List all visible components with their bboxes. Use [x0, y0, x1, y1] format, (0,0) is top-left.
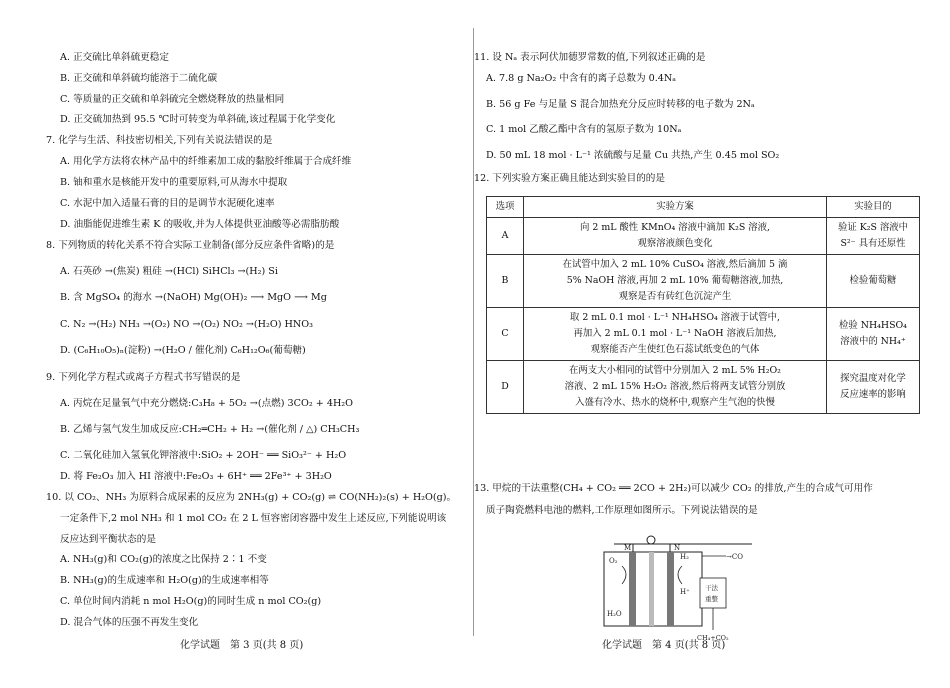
diagram-label: →CO — [726, 553, 743, 561]
plan-line: 观察能否产生使红色石蕊试纸变色的气体 — [590, 344, 760, 355]
q7-option-d: D. 油脂能促进维生素 K 的吸收,并为人体提供亚油酸等必需脂肪酸 — [60, 219, 340, 230]
left-page-footer: 化学试题 第 3 页(共 8 页) — [180, 640, 304, 651]
table-cell-option: B — [487, 255, 524, 308]
q13-stem-line2: 质子陶瓷燃料电池的燃料,工作原理如图所示。下列说法错误的是 — [486, 505, 758, 516]
q10-option-b: B. NH₃(g)的生成速率和 H₂O(g)的生成速率相等 — [60, 575, 269, 586]
q11-option-a: A. 7.8 g Na₂O₂ 中含有的离子总数为 0.4Nₐ — [486, 73, 676, 84]
q7-option-c: C. 水泥中加入适量石膏的目的是调节水泥硬化速率 — [60, 198, 275, 209]
q8-option-b: B. 含 MgSO₄ 的海水 →(NaOH) Mg(OH)₂ ⟶ MgO ⟶ Mg — [60, 292, 327, 303]
experiment-table — [486, 196, 920, 414]
table-cell-goal — [827, 255, 920, 308]
diagram-label: 干法 — [705, 584, 718, 592]
diagram-label: 重整 — [705, 595, 718, 603]
q8-option-c: C. N₂ →(H₂) NH₃ →(O₂) NO →(O₂) NO₂ →(H₂O) HNO₃ — [60, 319, 313, 330]
q8-option-a: A. 石英砂 →(焦炭) 粗硅 →(HCl) SiHCl₃ →(H₂) Si — [60, 266, 278, 277]
q9-option-b: B. 乙烯与氢气发生加成反应:CH₂═CH₂ + H₂ →(催化剂 / △) CH₃CH₃ — [60, 424, 360, 435]
q7-option-a: A. 用化学方法将农林产品中的纤维素加工成的黏胶纤维属于合成纤维 — [60, 156, 352, 167]
table-header: 实验方案 — [524, 197, 827, 218]
q7-stem: 7. 化学与生活、科技密切相关,下列有关说法错误的是 — [46, 135, 273, 146]
goal-line: 检验葡萄糖 — [849, 275, 897, 286]
goal-line: 检验 NH₄HSO₄ — [839, 320, 907, 331]
q10-option-a: A. NH₃(g)和 CO₂(g)的浓度之比保持 2∶1 不变 — [60, 554, 267, 565]
q6-option-c: C. 等质量的正交硫和单斜硫完全燃烧释放的热量相同 — [60, 94, 285, 105]
table-cell-goal — [827, 218, 920, 255]
plan-line: 在试管中加入 2 mL 10% CuSO₄ 溶液,然后滴加 5 滴 — [562, 259, 788, 270]
table-row — [487, 255, 920, 308]
plan-line: 5% NaOH 溶液,再加 2 mL 10% 葡萄糖溶液,加热, — [566, 275, 784, 286]
diagram-label: H₂O — [607, 610, 622, 618]
plan-line: 观察是否有砖红色沉淀产生 — [618, 291, 732, 302]
table-header: 选项 — [487, 197, 524, 218]
q10-stem-line2: 一定条件下,2 mol NH₃ 和 1 mol CO₂ 在 2 L 恒容密闭容器中发生上述反应,下列能说明该 — [60, 513, 447, 524]
q9-stem: 9. 下列化学方程式或离子方程式书写错误的是 — [46, 372, 241, 383]
q9-option-d: D. 将 Fe₂O₃ 加入 HI 溶液中:Fe₂O₃ + 6H⁺ ══ 2Fe³⁺ + 3H₂O — [60, 471, 332, 482]
table-cell-plan — [524, 218, 827, 255]
q8-option-d: D. (C₆H₁₀O₅)ₙ(淀粉) →(H₂O / 催化剂) C₆H₁₂O₆(葡萄糖) — [60, 345, 306, 356]
q10-stem-line1: 10. 以 CO₂、NH₃ 为原料合成尿素的反应为 2NH₃(g) + CO₂(g) ⇌ CO(NH₂)₂(s) + H₂O(g)。 — [46, 492, 457, 503]
q9-option-a: A. 丙烷在足量氧气中充分燃烧:C₃H₈ + 5O₂ →(点燃) 3CO₂ + 4H₂O — [60, 398, 354, 409]
diagram-label: H₂ — [680, 553, 689, 561]
q6-option-b: B. 正交硫和单斜硫均能溶于二硫化碳 — [60, 73, 218, 84]
goal-line: 探究温度对化学 — [840, 373, 906, 384]
q6-option-d: D. 正交硫加热到 95.5 ℃时可转变为单斜硫,该过程属于化学变化 — [60, 114, 336, 125]
diagram-label: CH₄+CO₂ — [697, 634, 729, 642]
q12-stem: 12. 下列实验方案正确且能达到实验目的的是 — [474, 173, 665, 184]
column-divider — [473, 28, 474, 636]
plan-line: 取 2 mL 0.1 mol · L⁻¹ NH₄HSO₄ 溶液于试管中, — [569, 312, 781, 323]
plan-line: 再加入 2 mL 0.1 mol · L⁻¹ NaOH 溶液后加热, — [573, 328, 777, 339]
table-header: 实验目的 — [827, 197, 920, 218]
q10-option-c: C. 单位时间内消耗 n mol H₂O(g)的同时生成 n mol CO₂(g) — [60, 596, 322, 607]
diagram-label: M — [624, 544, 632, 552]
q10-option-d: D. 混合气体的压强不再发生变化 — [60, 617, 199, 628]
q9-option-c: C. 二氧化硅加入氢氧化钾溶液中:SiO₂ + 2OH⁻ ══ SiO₃²⁻ + H₂O — [60, 450, 347, 461]
diagram-label: O₂ — [609, 557, 618, 565]
goal-line: 验证 K₂S 溶液中 — [837, 222, 909, 233]
table-row — [487, 218, 920, 255]
load-icon — [647, 536, 655, 544]
q11-option-b: B. 56 g Fe 与足量 S 混合加热充分反应时转移的电子数为 2Nₐ — [486, 99, 755, 110]
right-page-footer: 化学试题 第 4 页(共 8 页) — [602, 640, 726, 651]
q13-stem-line1: 13. 甲烷的干法重整(CH₄ + CO₂ ══ 2CO + 2H₂)可以减少 CO₂ 的排放,产生的合成气可用作 — [474, 483, 873, 494]
plan-line: 观察溶液颜色变化 — [637, 238, 713, 249]
table-cell-option: C — [487, 308, 524, 361]
electrode-n — [667, 552, 674, 626]
q8-stem: 8. 下列物质的转化关系不符合实际工业制备(部分反应条件省略)的是 — [46, 240, 335, 251]
electrode-m — [629, 552, 636, 626]
table-cell-goal — [827, 308, 920, 361]
table-cell-option: A — [487, 218, 524, 255]
table-cell-plan — [524, 361, 827, 414]
table-cell-plan — [524, 308, 827, 361]
q11-stem: 11. 设 Nₐ 表示阿伏加德罗常数的值,下列叙述正确的是 — [474, 52, 706, 63]
plan-line: 溶液、2 mL 15% H₂O₂ 溶液,然后将两支试管分别放 — [564, 381, 786, 392]
plan-line: 向 2 mL 酸性 KMnO₄ 溶液中滴加 K₂S 溶液, — [580, 222, 770, 233]
goal-line: 溶液中的 NH₄⁺ — [840, 336, 906, 347]
q7-option-b: B. 铀和重水是核能开发中的重要原料,可从海水中提取 — [60, 177, 288, 188]
table-cell-goal — [827, 361, 920, 414]
reformer-box — [700, 578, 726, 608]
table-row — [487, 308, 920, 361]
table-row — [487, 361, 920, 414]
table-header-row — [487, 197, 920, 218]
plan-line: 在两支大小相同的试管中分别加入 2 mL 5% H₂O₂ — [569, 365, 781, 376]
table-cell-plan — [524, 255, 827, 308]
goal-line: 反应速率的影响 — [840, 389, 906, 400]
diagram-label: N — [674, 544, 681, 552]
table-cell-option: D — [487, 361, 524, 414]
q6-option-a: A. 正交硫比单斜硫更稳定 — [60, 52, 169, 63]
q11-option-c: C. 1 mol 乙酸乙酯中含有的氢原子数为 10Nₐ — [486, 124, 682, 135]
diagram-label: H⁺ — [680, 588, 690, 596]
q11-option-d: D. 50 mL 18 mol · L⁻¹ 浓硫酸与足量 Cu 共热,产生 0.45 mol SO₂ — [486, 150, 780, 161]
plan-line: 入盛有冷水、热水的烧杯中,观察产生气泡的快慢 — [575, 397, 775, 408]
membrane — [649, 552, 654, 626]
q10-stem-line3: 反应达到平衡状态的是 — [60, 534, 156, 545]
goal-line: S²⁻ 具有还原性 — [840, 238, 906, 249]
